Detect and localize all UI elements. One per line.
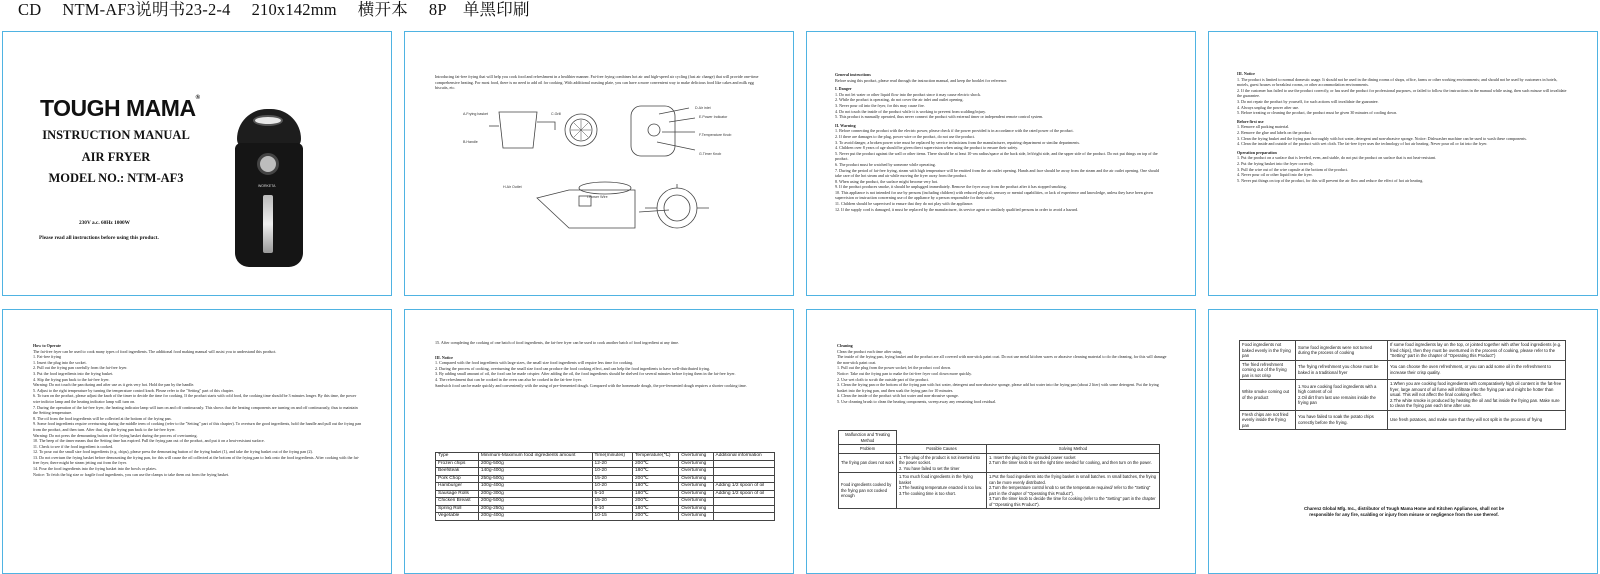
warning-title: II. Warning [835, 122, 856, 128]
cleaning-line: The inside of the frying pan, frying basket and the product are all covered with non-stick paint coat. Do not use metal kitchen wares or abrasive cleaning material to do the cleaning, for this will damage the non-stick paint coat. [837, 354, 1167, 365]
brand-logo: TOUGH MAMA ® [40, 95, 199, 122]
table-row [839, 453, 1160, 473]
operate-line: 3. Put the food ingredients into the frying basket. [33, 370, 114, 376]
table-cell: Food ingredients cooked by the frying pan not cooked enough [839, 473, 897, 509]
table-row [839, 431, 1160, 445]
table-cell: 10-15 [592, 513, 632, 521]
general-instructions-page [806, 31, 1196, 296]
table-header: Additional information [713, 453, 774, 461]
general-title: General instructions [835, 72, 871, 77]
danger-item: 4. Do not touch the inside of the product while it is working to prevent from scalding/injury. [835, 108, 986, 114]
table-row [1240, 341, 1566, 361]
table-cell: Fresh chips are not fried evenly inside the frying pan [1240, 410, 1296, 430]
table-cell: 5-10 [592, 490, 632, 498]
warning-item: 12. If the supply cord is damaged, it must be replaced by the manufacturer, its service agent or similarly qualified persons in order to avoid a hazard. [835, 206, 1079, 212]
warning-item: 6. The product must be watched by someone while operating. [835, 161, 936, 167]
notice-title: III. Notice [1237, 71, 1255, 76]
table-cell: 15-20 [592, 475, 632, 483]
model-number: MODEL NO.: NTM-AF3 [48, 171, 184, 185]
table-cell [713, 460, 774, 468]
cooking-notice-title: III. Notice [435, 354, 453, 360]
operate-line: 12. To pour out the small size food ingredients (e.g. chips), please press the demounting button of the frying basket (1), and take the frying basket out of the frying pan (2). [33, 449, 313, 455]
table-row [839, 473, 1160, 509]
table-row [436, 498, 775, 506]
operate-line: Notice: To fetch the big size or fragile food ingredients, you can use the clamps to take them out from the frying basket. [33, 471, 230, 477]
warning-item: 9. If the product produces smoke, it should be unplugged immediately. Remove the fryer away from the product after it has stopped smoking. [835, 184, 1067, 190]
table-cell: 200g-500g [478, 460, 592, 468]
power-spec: 230V a.c. 60Hz 1000W [79, 220, 130, 226]
table-cell: Food ingredients not baked evenly in the frying pan [1240, 341, 1296, 361]
operate-line: 5. Adjust to the right temperature by turning the temperature control knob. Please refer to the "Setting" part of this chapter. [33, 387, 234, 393]
cooking-line: 3. By adding small amount of oil, the food can be made crispier. After adding the oil, the food ingredients should be shelved for several minutes before frying them in the fat-free fryer. [435, 371, 736, 377]
operate-line: 6. To turn on the product, please adjust the knob of the timer to decide the time for cooking. If the product starts with cold food, the cooking time should be 3 minutes longer. By this time, the power wire indictor lamp and the heating indicator lamp will turn on. [33, 393, 357, 404]
troubleshooting-table [1239, 340, 1566, 430]
part-label-air-outlet: H.Air Outlet [503, 185, 522, 189]
warning-item: 4. Children over 8 years of age should be given direct supervision when using the product to ensure their safety. [835, 145, 1019, 151]
part-label-air-inlet: D.Air inlet [695, 106, 711, 110]
table-cell: Chicken Breast [436, 498, 479, 506]
table-cell: 200g-400g [478, 513, 592, 521]
table-row [436, 483, 775, 491]
table-cell: 10-20 [592, 468, 632, 476]
table-cell: 200g-500g [478, 498, 592, 506]
cleaning-line: 1. Pull out the plug from the power socket; let the product cool down. [837, 365, 952, 371]
table-cell: 100g-400g [478, 483, 592, 491]
danger-item: 2. While the product is operating, do not cover the air inlet and outlet opening. [835, 97, 964, 103]
table-cell: 1. The plug of the product is not inserted into the power socket. 2. You have failed to set the timer [897, 453, 987, 473]
table-cell [713, 513, 774, 521]
table-cell: 1.Too much food ingredients in the frying basket 2.The heating temperature enacted is too low. 3.The cooking time is too short. [897, 473, 987, 509]
table-cell: If some food ingredients lay on the top, or jointed together with other food ingredients (e.g. fried chips), then they must be overturned in the process of cooking, please refer to the "Setting" part in the chapter of "Operating this Product") [1388, 341, 1566, 361]
table-cell: Sausage Rolls [436, 490, 479, 498]
before-item: 3. Clean the frying basket and the frying pan thoroughly with hot water, detergent and non-abrasive sponge. Notice: Dishwasher machine can be used to wash these components. [1237, 135, 1527, 141]
part-label-power-indicator: E.Power Indicator [699, 115, 728, 119]
table-cell: 1.When you are cooking food ingredients with comparatively high oil content in the fat-free fryer, large amount of oil fume will infiltrate into the frying pan and might be hotter than usual. This will not affect the final cooking effect. 2.The white smoke is produced by heating the oil and fat inside the frying pan. Make sure to clean the frying pan each time after use. [1388, 380, 1566, 411]
table-cell: 180℃ [633, 490, 679, 498]
table-row [436, 505, 775, 513]
cleaning-section [837, 340, 1167, 405]
intro-text: Introducing fat-free frying that will help you cook food and refreshment in a healthier manner. Fat-free frying combines hot air and high-speed air cycling (fast air change) that will provide one-time comprehensive heating. For most food, there is no need to add oil for cooking. With additional roasting plate, you can have a more convenient way to make delicious food like cakes and milk egg biscuits, etc. [435, 74, 759, 91]
table-cell: The frying refreshment you chose must be baked in a traditional fryer [1296, 360, 1388, 380]
cleaning-line: Clean the product each time after using. [837, 348, 903, 354]
part-label-power-wire: I.Power Wire [587, 195, 608, 199]
table-header: Overturning [679, 453, 713, 461]
operate-title: How to Operate [33, 343, 61, 348]
cleaning-title: Cleaning [837, 343, 853, 348]
table-cell: Use fresh potatoes, and make sure that they will not split in the process of frying [1388, 410, 1566, 430]
table-cell: 250g-500g [478, 475, 592, 483]
table-cell: 200℃ [633, 513, 679, 521]
cooking-section [435, 340, 765, 388]
table-row [436, 490, 775, 498]
table-row [1240, 410, 1566, 430]
operate-line: Warning: Do not touch the pan during and after use as it gets very hot. Hold the pan by the handle. [33, 382, 195, 388]
table-cell: 200g-300g [478, 490, 592, 498]
table-cell: 200℃ [633, 475, 679, 483]
table-header: Temperature(℃) [633, 453, 679, 461]
operate-line: 14. Pour the food ingredients into the frying basket into the bowls or plates. [33, 466, 157, 472]
table-row [436, 475, 775, 483]
operate-line: 10. The beep of the timer means that the Setting time has expired. Pull the frying pan out of the product, and put it on a heat-resistant surface. [33, 438, 265, 444]
table-cell: Pork Chop [436, 475, 479, 483]
table-cell: Frozen chips [436, 460, 479, 468]
operate-line: 8. The oil from the food ingredients will be collected at the bottom of the frying pan. [33, 415, 172, 421]
table-cell [713, 475, 774, 483]
prep-item: 2. Put the frying basket into the fryer correctly. [1237, 160, 1314, 166]
notice-item: 3. Do not repair the product by yourself, for such actions will invalidate the guarantee. [1237, 98, 1379, 104]
part-label-grill: C.Grill [551, 112, 561, 116]
table-cell: 180℃ [633, 468, 679, 476]
operate-line: The fat-free fryer can be used to cook many types of food ingredients. The additional food making manual will assist you to understand this product. [33, 348, 277, 354]
warning-item: 7. During the period of fat-free frying, steam with high temperature will be emitted from the air outlet opening. Hands and face should be away from the steam and the air outlet opening. One should take care of the hot steam and air while moving the fryer away from the product. [835, 167, 1159, 179]
product-title: AIR FRYER [81, 150, 151, 164]
operate-line: 11. Check to see if the food ingredient is cooked. [33, 443, 114, 449]
table-row [1240, 380, 1566, 411]
table-cell: Overturning [679, 475, 713, 483]
table-cell: 12-20 [592, 460, 632, 468]
table-cell [713, 505, 774, 513]
cleaning-page [806, 309, 1196, 574]
table-cell: 1.Put the food ingredients into the frying basket in small batches. In small batches, the frying can be more evenly distributed. 2.Turn the temperature control knob to set the temperature required/ refer to the "Setting" part in the chapter of "Operating this Product"). 3.Turn the timer knob to decide the time for cooking (refer to the "Setting" part in the chapter of "Operating this Product"). [987, 473, 1160, 509]
table-cell: Overturning [679, 490, 713, 498]
product-brand-label: WORKETA [258, 184, 276, 188]
table-cell: Adding 1/2 spoon of oil [713, 490, 774, 498]
disclaimer-footer: Charenz Global Mfg. Inc., distributor of Tough Mama Home and Kitchen Appliances, shall not be responsible for any fire, scalding or injury from misuse or negligence from the use thereof. [1303, 506, 1505, 517]
table-row [436, 468, 775, 476]
notice-item: 2. If the customer has failed to use the product correctly, or has used the product for professional purposes, or failed to follow the instructions in the manual while using, then such misuse will invalidate the guarantee. [1237, 87, 1567, 99]
prep-item: 5. Never put things on top of the product, for this will prevent the air flow and reduce the effect of hot air heating. [1237, 177, 1424, 183]
manual-title: INSTRUCTION MANUAL [42, 128, 190, 142]
cooking-table [435, 452, 775, 521]
table-cell: Beefsteak [436, 468, 479, 476]
danger-title: I. Danger [835, 86, 852, 92]
table-cell: Vegetable [436, 513, 479, 521]
table-cell: Overturning [679, 468, 713, 476]
table-cell: Overturning [679, 498, 713, 506]
table-cell: 140g-400g [478, 468, 592, 476]
prep-item: 4. Never pour oil or other liquid into the fryer. [1237, 172, 1313, 178]
table-cell: Overturning [679, 513, 713, 521]
operate-line: 13. Do not overturn the frying basket before demounting the frying pan, for this will cause the oil collected at the bottom of the frying pan to leak onto the food ingredients. After cooking with the fat-free fryer, there might be steam jetting out from the fryer. [33, 454, 360, 466]
cleaning-line: 4. Clean the inside of the product with hot water and non-abrasive sponge. [837, 393, 959, 399]
cleaning-line: Notice: Take out the frying pan to make the fat-free fryer cool down more quickly. [837, 370, 972, 376]
air-fryer-image [235, 109, 303, 271]
notice-item: 4. Always unplug the power after use. [1237, 104, 1300, 110]
table-cell: You can choose the oven refreshment, or you can add some oil in the refreshment to increase their crisp quality. [1388, 360, 1566, 380]
table-cell: 8-10 [592, 505, 632, 513]
part-label-handle: B.Handle [463, 140, 478, 144]
table-cell [713, 468, 774, 476]
danger-item: 3. Never pour oil into the fryer, for this may cause fire. [835, 102, 925, 108]
prep-item: 3. Pull the wire out of the wire capsule at the bottom of the product. [1237, 166, 1348, 172]
warning-item: 10. This appliance is not intended for use by persons (including children) with reduced physical, sensory or mental capabilities, or lack of experience and knowledge, unless they have been given supervision or instruction concerning use of the appliance by a person responsible for their safety. [835, 189, 1153, 201]
table-cell: 200g-250g [478, 505, 592, 513]
part-label-timer-knob: G.Timer Knob [699, 152, 722, 156]
operation-preparation-title: Operation preparation [1237, 149, 1277, 155]
table-cell: 15-20 [592, 498, 632, 506]
table-header-row [839, 445, 1160, 454]
notice-item: 1. The product is limited to normal domestic usage. It should not be used in the dining rooms of shops, office, farms or other working environments; and should not be used by customers in hotels, motels, guest houses or breakfast rooms, or other accommodation environments. [1237, 76, 1558, 88]
table-cell: 1. Insert the plug into the grouded power socket 2.Turn the timer knob to set the right time needed for cooking, and then turn on the power. [987, 453, 1160, 473]
table-header: Solving Method [987, 445, 1160, 454]
table-cell: 180℃ [633, 505, 679, 513]
table-cell: 10-20 [592, 483, 632, 491]
table-cell: The fried refreshment coming out of the frying pan is not crisp [1240, 360, 1296, 380]
danger-item: 1. Do not let water or other liquid flow into the product since it may cause electric shock. [835, 91, 982, 97]
operate-line: 1. Insert the plug into the socket. [33, 359, 87, 365]
warning-item: 2. If there are damages to the plug, power wire or the product, do not use the product. [835, 133, 975, 139]
table-cell: Overturning [679, 483, 713, 491]
operate-line: Warning: Do not press the demounting button of the frying basket during the process of overturning. [33, 432, 198, 438]
operate-line: 1. Fat-free frying [33, 354, 62, 360]
general-instructions [835, 69, 1165, 212]
operate-line: 7. During the operation of the fat-free fryer, the heating indicator lamp will turn on and off continuously. This shows that the heating components are turning on and off continuously, thus to maintain the Setting temperature. [33, 404, 358, 416]
table-cell: Overturning [679, 505, 713, 513]
cooking-line: 1. Compared with the food ingredients with large sizes, the small size food ingredients will require less time for cooking. [435, 360, 634, 366]
table-cell: 200℃ [633, 460, 679, 468]
print-spec-header: CD NTM-AF3说明书23-2-4 210x142mm 横开本 8P 单黑印刷 [18, 0, 530, 19]
table-cell: 1.You are cooking food ingredients with a high content of oil 2.Oil dirt from last use remains inside the frying pan [1296, 380, 1388, 411]
cooking-page [404, 309, 794, 574]
cleaning-line: 2. Use wet cloth to scrub the outside part of the product. [837, 376, 929, 382]
operate-section [33, 340, 363, 477]
cooking-line: Sandwich food can be made quickly and conveniently with the using of pre-fermented dough. Compared with the homemade dough, the pre-fermented dough requires a shorter cooking time. [435, 382, 747, 388]
notice-section [1237, 68, 1567, 183]
table-header: Minimum-Maximum food ingredients amount [478, 453, 592, 461]
table-header-row [436, 453, 775, 461]
table-row [1240, 360, 1566, 380]
table-cell: 200℃ [633, 498, 679, 506]
before-item: 2. Remove the glue and labels on the product. [1237, 129, 1313, 135]
table-cell: Overturning [679, 460, 713, 468]
read-instructions-note: Please read all instructions before using this product. [39, 235, 159, 241]
table-cell: 180℃ [633, 483, 679, 491]
cooking-line: 4. The refreshment that can be cooked in the oven can also be cooked in the fat-free fryer. [435, 376, 582, 382]
table-header: Possible Causes [897, 445, 987, 454]
warning-item: 5. Never put the product against the wall or other items. There should be at least 10-cm radius/space at the back side, left/right side, and the upper side of the product. Do not put things on top of the product. [835, 150, 1158, 162]
operate-page [2, 309, 392, 574]
parts-diagram [459, 100, 769, 250]
table-cell: Adding 1/2 spoon of oil [713, 483, 774, 491]
general-lead: Before using this product, please read through the instruction manual, and keep the booklet for reference. [835, 77, 1008, 83]
table-cell: Hamburger [436, 483, 479, 491]
warning-item: 8. When using the product, the surface might become very hot. [835, 178, 939, 184]
table-cell [713, 498, 774, 506]
cleaning-line: 3. Clean the frying pan or the bottom of the frying pan with hot water, detergent and non-abrasive sponge, please add hot water into the frying pan (about 2 liter) with some detergent. Put the frying basket into the frying pan, and then soak the frying pan for 10 minutes. [837, 382, 1159, 393]
malfunction-title: Malfunction and Treating Method [839, 431, 897, 445]
before-first-use-title: Before first use [1237, 118, 1264, 124]
table-cell: You have failed to soak the potato chips correctly before the frying. [1296, 410, 1388, 430]
operate-line: 9. Some food ingredients require overturning during the middle term of cooking (refer to the "Setting" part of this chapter). To overturn the good ingredients, hold the handle and pull out the frying pan from the product, and then turn. After that, slip the frying pan back to the fat-free fryer. [33, 421, 362, 432]
part-label-temperature-knob: F.Temperature Knob [699, 133, 732, 137]
cooking-line: 2. During the process of cooking, overturning the small size food can produce the food cooking effect, and can help the food ingredients to have well-distributed frying. [435, 365, 711, 371]
before-item: 4. Clean the inside and outside of the product with wet cloth. The fat-free fryer uses the technology of hot air heating. Never pour oil or fat into the fryer. [1237, 141, 1488, 147]
table-cell: Some food ingredients were not turned during the process of cooking [1296, 341, 1388, 361]
warning-item: 11. Children should be supervised to ensure that they do not play with the appliance. [835, 201, 974, 207]
cover-page [2, 31, 392, 296]
part-label-frying-basket: A.Frying basket [463, 112, 488, 116]
table-header: Problem [839, 445, 897, 454]
table-cell: The frying pan does not work [839, 453, 897, 473]
troubleshooting-page [1208, 309, 1598, 574]
notice-page [1208, 31, 1598, 296]
malfunction-table [838, 430, 1160, 509]
prep-item: 1. Put the product on a surface that is leveled, even, and stable, do not put the product on surface that is not heat-resistant. [1237, 155, 1437, 161]
operate-line: 2. Pull out the frying pan carefully from the fat-free fryer. [33, 365, 128, 371]
table-row [436, 513, 775, 521]
table-cell: White smoke coming out of the product [1240, 380, 1296, 411]
table-header: Type [436, 453, 479, 461]
cleaning-line: 5. Use cleaning brush to clean the heating components, sweep away any remaining food residual. [837, 398, 997, 404]
danger-item: 5. This product is manually operated, thus never connect the product with external timer or independent remote control system. [835, 114, 1044, 120]
warning-item: 1. Before connecting the product with the electric power, please check if the power provided is in accordance with the rated power of the product. [835, 128, 1074, 134]
table-header: Time(minutes) [592, 453, 632, 461]
warning-item: 3. To avoid danger, a broken power wire must be replaced by service technicians from the manufacturer, repairing department or similar departments. [835, 139, 1080, 145]
intro-page [404, 31, 794, 296]
table-row [436, 460, 775, 468]
table-cell: Spring Roll [436, 505, 479, 513]
notice-item: 5. Before treating or cleaning the product, the product must be given 30 minutes of cooling down. [1237, 110, 1398, 116]
before-item: 1. Remove all packing material. [1237, 124, 1290, 130]
operate-line: 4. Slip the frying pan back to the fat-free fryer. [33, 376, 110, 382]
cooking-lead: 15. After completing the cooking of one batch of food ingredients, the fat-free fryer can be used to cook another batch of food ingredient at any time. [435, 340, 680, 345]
